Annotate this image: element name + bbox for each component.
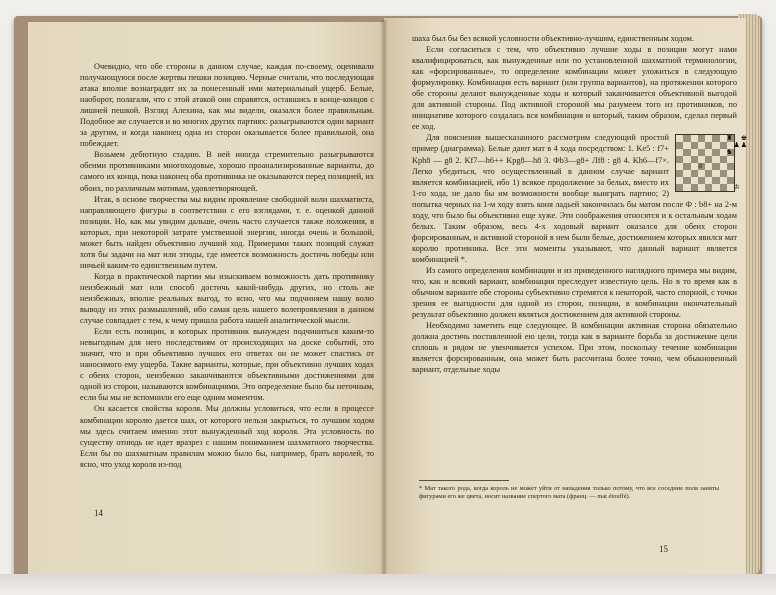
- right-page-text: [412, 33, 748, 375]
- board-square: [676, 142, 683, 149]
- board-square: [683, 149, 690, 156]
- board-square: [676, 156, 683, 163]
- board-square: [727, 156, 734, 163]
- paragraph: шаха был бы без всякой условности объективно-лучшим, единственным ходом.: [412, 34, 694, 43]
- board-square: [676, 177, 683, 184]
- board-square: [712, 142, 719, 149]
- board-square: [683, 177, 690, 184]
- paragraph: Если согласиться с тем, что объективно лучшие ходы в позиции могут нами квалифицироваться, как вынужденные или по установленной шахматной терминологии, как «форсированные», то определение комбинации может уложиться в следующую формулировку. Комбинация есть вариант (или группа вариантов), на протяжении которого обе стороны делают вынужденные ходы и который заканчивается объективной выгодой для активной стороны. Под активной стороной мы разумеем того из противников, по инициативе которого создалась вся комбинация и который, таким образом, сделал первый ее ход.: [412, 45, 737, 132]
- board-square: [712, 184, 719, 191]
- board-square: [720, 170, 727, 177]
- board-square: [727, 170, 734, 177]
- board-square: [705, 163, 712, 170]
- board-square: [698, 142, 705, 149]
- board-square: [676, 135, 683, 142]
- board-square: [705, 184, 712, 191]
- paragraph: Из самого определения комбинации и из приведенного наглядного примера мы видим, что, как и всякий вариант, комбинация преследует известную цель. Но в то время как в обычном варианте обе стороны субъективно стремятся к некоторой, часто спорной, с точки зрения ее выгодности для одной из сторон, позиции, в комбинации окончательный результат объективно должен являться достижением для активной стороны.: [412, 265, 737, 320]
- board-square: [705, 156, 712, 163]
- paragraph: Если есть позиции, в которых противник вынужден подчиниться каким-то невыгодным для него последствиям от происходящих на доске событий, это значит, что и при объективно лучших его ответах он не может спастись от наносимого ему ущерба. Такие варианты, которые, при объективно лучших ходах с обеих сторон, неизбежно заканчиваются объективными достижениями для одной из сторон, называются комбинациями. Это определение было бы неточным, если бы мы не вспомнили его еще одним моментом.: [80, 327, 374, 403]
- board-square: [720, 156, 727, 163]
- board-square: [705, 135, 712, 142]
- paragraph: Очевидно, что обе стороны в данном случае, каждая по-своему, оценивали получающуюся после жертвы пешки позицию. Черные считали, что последующая атака вполне вознаградит их за понесенный ими материальный ущерб. Белые, наоборот, полагали, что с этой атакой они справятся, оставшись в конце-концов с лишней пешкой. Взгляд Алехина, как мы видели, оказался более правильным. Подобное же случается и во многих других партиях: разыгрываются один вариант за другим, и когда наконец одна из сторон оказывается более правильной, она побеждает.: [80, 62, 374, 149]
- board-square: [712, 170, 719, 177]
- board-square: [705, 177, 712, 184]
- board-square: [683, 156, 690, 163]
- chess-piece: ♕: [697, 162, 704, 171]
- paragraph: Итак, в основе творчества мы видим проявление свободной воли шахматиста, направляющего фигуры в соответствии с его взглядами, т. е. оценкой данной позиции. Но, как мы увидим дальше, очень часто случается также положения, в которых, при некоторой затрате умственной энергии, иногда очень и большой, может быть найден объективно лучший ход. Примерами таких позиций служат хотя бы задачи на мат или этюды, где имеется возможность достичь победы или ничьей каким-то единственным путем.: [80, 194, 374, 270]
- board-square: [698, 177, 705, 184]
- board-square: [683, 135, 690, 142]
- board-square: [683, 184, 690, 191]
- board-square: [691, 135, 698, 142]
- board-square: [691, 184, 698, 191]
- footnote: * Мат такого рода, когда король не может уйти от нападения только потому, что все соседние поля заняты фигурами его же цвета, носит название спертого мата (франц. — mat étouffé).: [419, 485, 719, 500]
- board-square: [727, 177, 734, 184]
- board-square: [683, 170, 690, 177]
- board-square: [691, 149, 698, 156]
- paragraph: Возьмем дебютную стадию. В ней иногда стремительно разыгрываются обеими противниками многоходовые, хорошо проанализированные варианты, до самого их конца, пока наконец оба противника не оказываются перед позицией, их обоих, по различным мотивам, удовлетворяющей.: [80, 150, 374, 193]
- paragraph: Он касается свойства короля. Мы должны условиться, что если в процессе комбинации королю дается шах, от которого нельзя закрыться, то лучшим ходом мы здесь считаем именно этот вынужденный ход короля. Эта условность по существу отнюдь не идет вразрез с нашим пониманием шахматного творчества. Если бы по шахматным правилам можно было бы, например, брать королей, то ясно, что уход короля из-под: [80, 404, 374, 469]
- board-square: [698, 149, 705, 156]
- board-square: [727, 184, 734, 191]
- page-number: 14: [94, 508, 103, 518]
- book-gutter: [380, 20, 388, 576]
- board-square: [676, 163, 683, 170]
- board-square: [705, 149, 712, 156]
- chess-piece: ♔: [733, 183, 740, 192]
- chess-piece: ♚: [740, 134, 748, 143]
- chess-diagram: [675, 134, 748, 192]
- chess-piece: ♟: [733, 141, 740, 150]
- chess-piece: ♞: [726, 148, 733, 157]
- board-square: [712, 156, 719, 163]
- footnote-rule: [419, 480, 509, 481]
- board-square: [676, 184, 683, 191]
- board-square: [691, 142, 698, 149]
- board-square: [698, 184, 705, 191]
- paragraph: Необходимо заметить еще следующее. В комбинации активная сторона обязательно должна достичь поставленной ею цели, тогда как в варианте борьба за достижение цели сплошь и рядом не увенчивается успехом. При этом, поскольку течение комбинации является форсированным, она может быть рассчитана более точно, чем обыкновенный вариант, отдельные ходы: [412, 321, 737, 375]
- board-square: [691, 177, 698, 184]
- table-shadow: [0, 574, 776, 595]
- board-square: [720, 177, 727, 184]
- paragraph: [412, 132, 748, 265]
- board-square: [698, 135, 705, 142]
- board-square: [720, 163, 727, 170]
- board-square: [712, 163, 719, 170]
- right-page: [384, 18, 746, 578]
- board-square: [705, 170, 712, 177]
- chess-piece: ♜: [726, 134, 733, 143]
- board-square: [683, 142, 690, 149]
- page-number: 15: [659, 544, 668, 554]
- chess-piece: ♟: [740, 141, 748, 150]
- board-square: [698, 170, 705, 177]
- left-page: [28, 22, 384, 575]
- board-square: [691, 170, 698, 177]
- left-page-text: [80, 61, 374, 470]
- board-square: [676, 170, 683, 177]
- board-square: [712, 177, 719, 184]
- board-square: [727, 163, 734, 170]
- paragraph-text: Для пояснения вышесказанного рассмотрим следующий простой пример (диаграмма). Белые дают мат в 4 хода посредством: 1. Ke5 : f7+ Kph8 — g8 2. Kf7—h6++ Kpg8—h8 3. Фb3—g8+ Лf8 : g8 4. Kh6—f7×. Легко убедиться, что осуществленный в данном случае вариант является комбинацией, ибо 1) всякое продолжение за белых, вместо их 1-го хода, не дало бы им возможности вообще выиграть партию; 2) попытка черных на 1-м ходу взять коня ладьей закончилась бы матом после Ф : b8+ на 2-м ходу, что было бы объективно еще хуже. Эти соображения относятся и к остальным ходам белых. Таким образом, весь 4-х ходовый вариант оказался для обеих сторон форсированным, и активной стороной в нем были белые, достижением которых явился мат королю противника. Все эти моменты указывают, что данный вариант является комбинацией *.: [412, 133, 737, 264]
- board-square: [705, 142, 712, 149]
- paragraph: Когда в практической партии мы изыскиваем возможность дать противнику неизбежный мат или способ достичь какой-нибудь других, но столь же неизбежных, вполне реальных выгод, то ясно, что мы подчиняем нашу волю выводу из этих размышлений, ибо самая цель нашего волепроявления в данном случае совпадает с тем, к чему пришла работа нашей аналитической мысли.: [80, 271, 374, 326]
- board-square: [676, 149, 683, 156]
